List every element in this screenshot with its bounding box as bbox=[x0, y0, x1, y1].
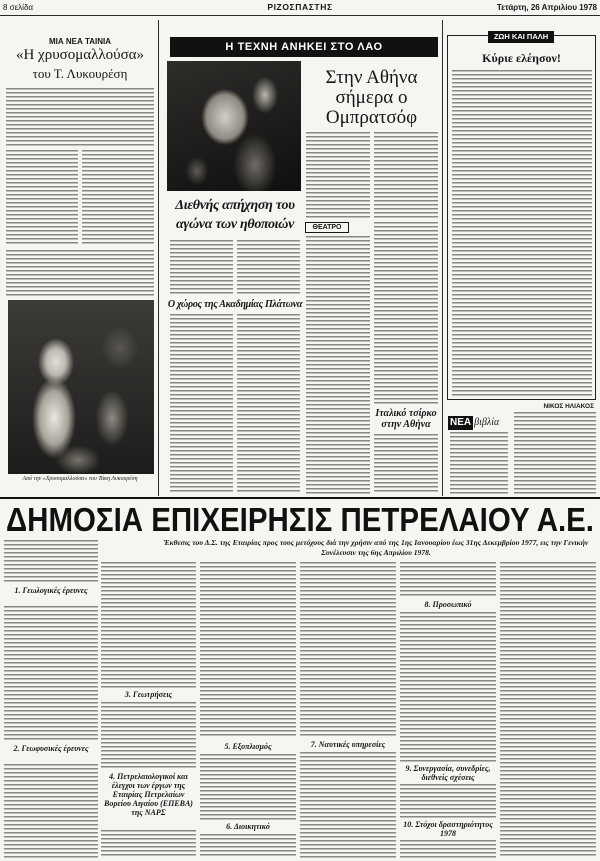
issue-date: Τετάρτη, 26 Απριλίου 1978 bbox=[496, 3, 597, 12]
body-text-block bbox=[500, 562, 596, 858]
page-number: 8 σελίδα bbox=[3, 3, 34, 12]
body-text-block bbox=[6, 88, 154, 146]
theatre-label: ΘΕΑΤΡΟ bbox=[305, 222, 349, 233]
column-rule bbox=[158, 20, 159, 496]
photo-caption: Από την «Χρυσομαλλούσα» του Τάκη Λυκουρέση bbox=[22, 476, 138, 482]
body-text-block bbox=[400, 840, 496, 858]
masthead: ΡΙΖΟΣΠΑΣΤΗΣ bbox=[267, 2, 333, 12]
column-label: ΖΩΗ ΚΑΙ ΠΑΛΗ bbox=[488, 31, 554, 43]
headline-line: Στην Αθήνα bbox=[325, 67, 418, 88]
new-books-label-new: ΝΕΑ bbox=[450, 417, 472, 428]
body-text-block bbox=[374, 132, 438, 218]
body-text-block bbox=[101, 702, 196, 770]
report-section-heading: 5. Εξοπλισμός bbox=[224, 742, 272, 751]
body-text-block bbox=[374, 222, 438, 406]
report-section-heading: 7. Ναυτικές υπηρεσίες bbox=[310, 740, 386, 749]
arts-banner: Η ΤΕΧΝΗ ΑΝΗΚΕΙ ΣΤΟ ΛΑΟ bbox=[170, 37, 438, 57]
report-title-text: ΔΗΜΟΣΙΑ ΕΠΙΧΕΙΡΗΣΙΣ ΠΕΤΡΕΛΑΙΟΥ Α.Ε. bbox=[6, 501, 594, 538]
new-books-label-books: βιβλία bbox=[474, 417, 500, 428]
body-text-block bbox=[101, 562, 196, 688]
film-kicker: ΜΙΑ ΝΕΑ ΤΑΙΝΙΑ bbox=[48, 37, 112, 46]
headline-line: σήμερα ο bbox=[335, 87, 408, 108]
body-text-block bbox=[306, 132, 370, 218]
body-text-block bbox=[200, 834, 296, 858]
body-text-block bbox=[101, 830, 196, 858]
body-text-block bbox=[306, 236, 370, 494]
section-divider bbox=[0, 497, 600, 499]
report-subtitle: Έκθεσις του Δ.Σ. της Εταιρίας προς τους μετόχους διά την χρήσιν από της 1ης Ιανουαρίου έως 31ης Δεκεμβρίου 1977, εις την Γενικήν Συνέλευσιν της 6ης Απριλίου 1978. bbox=[163, 538, 589, 557]
report-section-heading: 9. Συνεργασία, συνεδρίες, διεθνείς σχέσεις bbox=[405, 764, 491, 782]
body-text-block bbox=[450, 432, 508, 494]
actors-headline bbox=[167, 196, 303, 234]
headline-line: αγώνα των ηθοποιών bbox=[175, 217, 295, 232]
new-books-label bbox=[448, 412, 512, 428]
body-text-block bbox=[200, 562, 296, 738]
body-text-block bbox=[237, 314, 300, 494]
film-byline: του Τ. Λυκουρέση bbox=[32, 66, 128, 81]
obraztsov-photo bbox=[167, 61, 301, 191]
film-still-photo bbox=[8, 300, 154, 474]
column-title: Κύριε ελέησον! bbox=[482, 51, 561, 65]
academy-headline: Ο χώρος της Ακαδημίας Πλάτωνα bbox=[167, 299, 303, 310]
body-text-block bbox=[400, 784, 496, 818]
body-text-block bbox=[300, 562, 396, 738]
body-text-block bbox=[400, 562, 496, 598]
report-section-heading: 8. Προσωπικό bbox=[424, 600, 472, 609]
headline-line: Ιταλικό τσίρκο bbox=[375, 408, 437, 419]
report-section-heading: 6. Διοικητικό bbox=[226, 822, 270, 831]
report-section-heading: 10. Στόχοι δραστηριότητος 1978 bbox=[403, 820, 493, 838]
report-section-heading: 3. Γεωτρήσεις bbox=[124, 690, 173, 699]
body-text-block bbox=[300, 752, 396, 858]
column-rule bbox=[442, 20, 443, 496]
headline-line: Ομπρατσόφ bbox=[325, 107, 418, 128]
body-text-block bbox=[170, 314, 233, 494]
column-author: ΝΙΚΟΣ ΗΛΙΑΚΟΣ bbox=[543, 403, 594, 410]
report-section-heading: 1. Γεωλογικές έρευνες bbox=[14, 586, 88, 595]
body-text-block bbox=[237, 240, 300, 296]
obraztsov-headline bbox=[303, 68, 440, 128]
report-section-heading: 2. Γεωφυσικές έρευνες bbox=[13, 744, 89, 753]
circus-headline bbox=[372, 408, 440, 430]
headline-line: Διεθνής απήχηση του bbox=[175, 198, 295, 213]
body-text-block bbox=[6, 250, 154, 296]
body-text-block bbox=[170, 240, 233, 296]
body-text-block bbox=[452, 70, 592, 396]
body-text-block bbox=[4, 764, 98, 858]
body-text-block bbox=[6, 150, 78, 246]
headline-line: στην Αθήνα bbox=[381, 419, 431, 430]
body-text-block bbox=[4, 606, 98, 742]
body-text-block bbox=[374, 434, 438, 494]
body-text-block bbox=[400, 612, 496, 762]
film-title: «Η χρυσομαλλούσα» bbox=[15, 47, 145, 63]
report-title bbox=[6, 500, 594, 536]
body-text-block bbox=[4, 540, 98, 584]
body-text-block bbox=[200, 754, 296, 820]
body-text-block bbox=[82, 150, 154, 246]
report-section-heading: 4. Πετρελαιολογικοί και έλεγχοι των έργων της Εταιρίας Πετρελαίων Βορείου Αιγαίου (ΕΠΕΒΑ) της ΝΑΡΣ bbox=[104, 772, 193, 817]
header-rule bbox=[0, 15, 600, 16]
body-text-block bbox=[514, 412, 596, 494]
